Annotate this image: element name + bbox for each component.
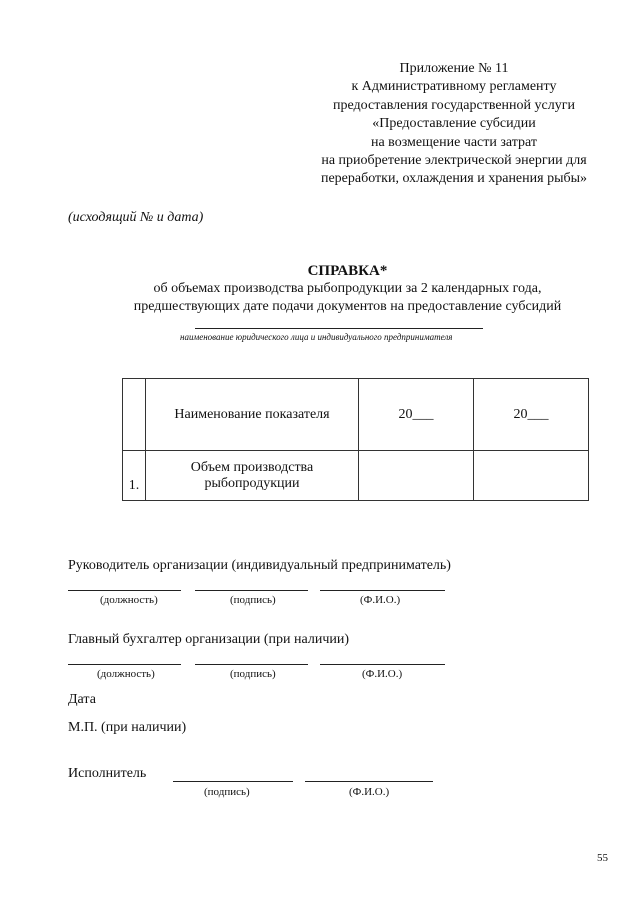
head-signature-line[interactable] xyxy=(195,590,308,591)
appendix-line: предоставления государственной услуги xyxy=(333,97,575,113)
head-position-caption: (должность) xyxy=(100,594,158,606)
indicator-name-line: рыбопродукции xyxy=(204,475,300,491)
appendix-line: на возмещение части затрат xyxy=(370,134,538,150)
executor-label: Исполнитель xyxy=(68,766,147,781)
accountant-position-caption: (должность) xyxy=(97,668,155,680)
table-header-cell: 20___ xyxy=(474,379,589,451)
executor-fio-caption: (Ф.И.О.) xyxy=(349,786,390,798)
appendix-line: «Предоставление субсидии xyxy=(372,116,536,132)
accountant-position-line[interactable] xyxy=(68,664,181,665)
appendix-line: переработки, охлаждения и хранения рыбы» xyxy=(320,171,588,187)
page-number: 55 xyxy=(597,852,608,864)
accountant-signature-caption: (подпись) xyxy=(230,668,276,680)
indicator-name-cell xyxy=(146,451,359,501)
document-title-block xyxy=(60,262,635,315)
document-subtitle-line: предшествующих дате подачи документов на предоставление субсидий xyxy=(133,298,562,314)
stamp-label: М.П. (при наличии) xyxy=(68,720,187,735)
value-cell-year-1[interactable] xyxy=(359,451,474,501)
head-fio-caption: (Ф.И.О.) xyxy=(360,594,401,606)
outgoing-number-date: (исходящий № и дата) xyxy=(68,210,204,225)
head-fio-line[interactable] xyxy=(320,590,445,591)
accountant-fio-caption: (Ф.И.О.) xyxy=(362,668,403,680)
table-header-cell: 20___ xyxy=(359,379,474,451)
table-row xyxy=(123,451,589,501)
accountant-signature-label: Главный бухгалтер организации (при наличии) xyxy=(68,632,350,647)
document-subtitle-line: об объемах производства рыбопродукции за 2 календарных года, xyxy=(153,281,542,296)
head-signature-caption: (подпись) xyxy=(230,594,276,606)
appendix-line: на приобретение электрической энергии для xyxy=(321,153,587,169)
date-label: Дата xyxy=(68,692,96,707)
accountant-signature-line[interactable] xyxy=(195,664,308,665)
table-header-row xyxy=(123,379,589,451)
indicator-name-line: Объем производства xyxy=(190,459,314,475)
organization-name-hint: наименование юридического лица и индивидуального предпринимателя xyxy=(180,332,453,342)
table-header-cell xyxy=(123,379,146,451)
appendix-line: Приложение № 11 xyxy=(399,61,509,76)
executor-signature-line[interactable] xyxy=(173,781,293,782)
production-table xyxy=(122,378,589,501)
row-number: 1. xyxy=(123,451,146,501)
appendix-line: к Административному регламенту xyxy=(351,79,557,95)
accountant-fio-line[interactable] xyxy=(320,664,445,665)
document-title: СПРАВКА* xyxy=(307,263,388,279)
executor-fio-line[interactable] xyxy=(305,781,433,782)
organization-name-line[interactable] xyxy=(195,328,483,329)
head-signature-label: Руководитель организации (индивидуальный предприниматель) xyxy=(68,558,451,573)
head-position-line[interactable] xyxy=(68,590,181,591)
table-header-cell: Наименование показателя xyxy=(146,379,359,451)
executor-signature-caption: (подпись) xyxy=(204,786,250,798)
value-cell-year-2[interactable] xyxy=(474,451,589,501)
appendix-block xyxy=(300,60,608,189)
